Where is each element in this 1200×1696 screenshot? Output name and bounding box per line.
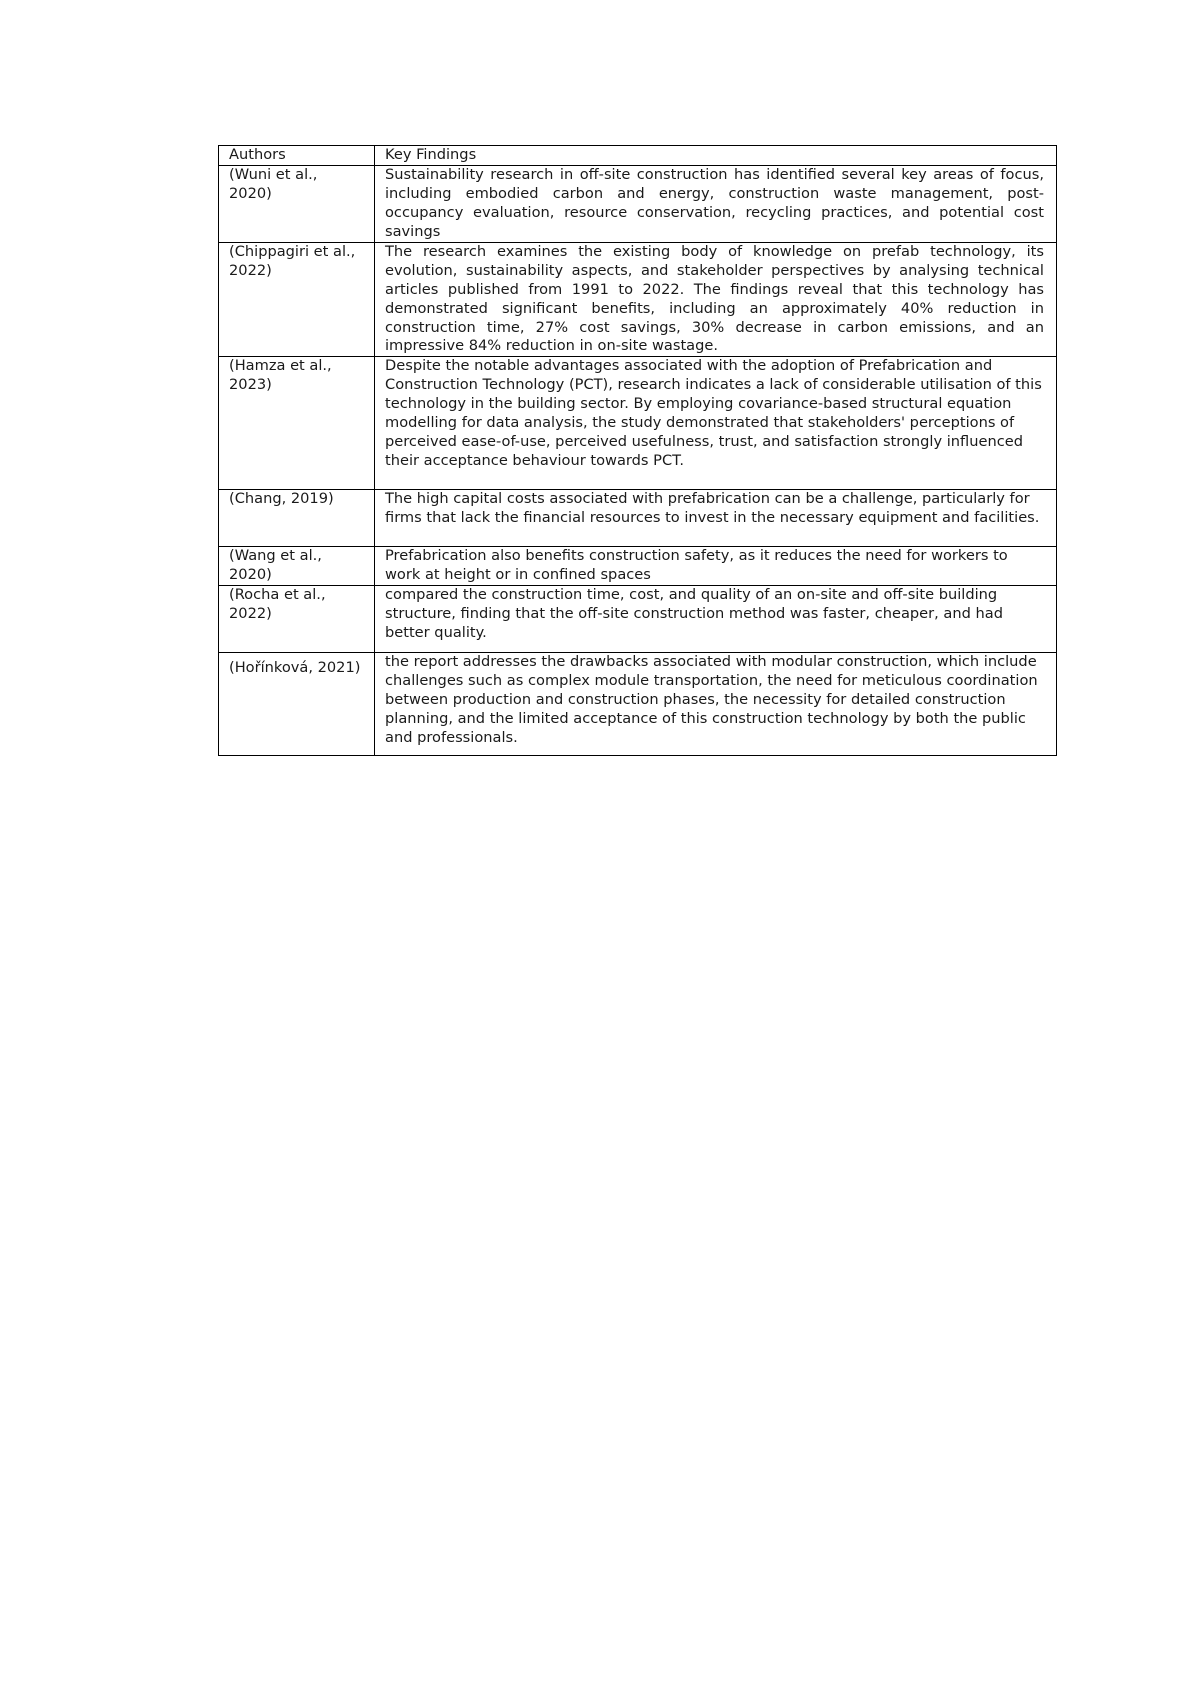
findings-cell: The research examines the existing body of knowledge on prefab technology, its evolution, sustainability aspects, and stakeholder perspectives by analysing technical articles published from 1991 to 2022. The findings reveal that this technology has demonstrated significant benefits, including an approximately 40% reduction in construction time, 27% cost savings, 30% decrease in carbon emissions, and an impressive 84% reduction in on-site wastage. [375, 242, 1057, 356]
findings-cell: Sustainability research in off-site construction has identified several key areas of focus, including embodied carbon and energy, construction waste management, post-occupancy evaluation, resource conservation, recycling practices, and potential cost savings [375, 165, 1057, 242]
table-row [219, 586, 1057, 653]
table-row [219, 165, 1057, 242]
authors-cell: (Wang et al., 2020) [219, 547, 375, 586]
findings-cell: the report addresses the drawbacks associated with modular construction, which include challenges such as complex module transportation, the need for meticulous coordination between production and construction phases, the necessity for detailed construction planning, and the limited acceptance of this construction technology by both the public and professionals. [375, 653, 1057, 756]
authors-cell: (Chang, 2019) [219, 490, 375, 547]
authors-cell: (Wuni et al., 2020) [219, 165, 375, 242]
findings-cell: compared the construction time, cost, and quality of an on-site and off-site building structure, finding that the off-site construction method was faster, cheaper, and had better quality. [375, 586, 1057, 653]
findings-cell: The high capital costs associated with prefabrication can be a challenge, particularly for firms that lack the financial resources to invest in the necessary equipment and facilities. [375, 490, 1057, 547]
authors-cell: (Chippagiri et al., 2022) [219, 242, 375, 356]
authors-cell: (Rocha et al., 2022) [219, 586, 375, 653]
table-row [219, 653, 1057, 756]
key-findings-column-header: Key Findings [375, 146, 1057, 166]
authors-cell: (Hořínková, 2021) [219, 653, 375, 756]
table-header-row [219, 146, 1057, 166]
table-row [219, 547, 1057, 586]
table-row [219, 490, 1057, 547]
table-row [219, 242, 1057, 356]
authors-cell: (Hamza et al., 2023) [219, 357, 375, 490]
table-row [219, 357, 1057, 490]
key-findings-table [218, 145, 1057, 756]
findings-cell: Despite the notable advantages associated with the adoption of Prefabrication and Construction Technology (PCT), research indicates a lack of considerable utilisation of this technology in the building sector. By employing covariance-based structural equation modelling for data analysis, the study demonstrated that stakeholders' perceptions of perceived ease-of-use, perceived usefulness, trust, and satisfaction strongly influenced their acceptance behaviour towards PCT. [375, 357, 1057, 490]
findings-cell: Prefabrication also benefits construction safety, as it reduces the need for workers to work at height or in confined spaces [375, 547, 1057, 586]
authors-column-header: Authors [219, 146, 375, 166]
